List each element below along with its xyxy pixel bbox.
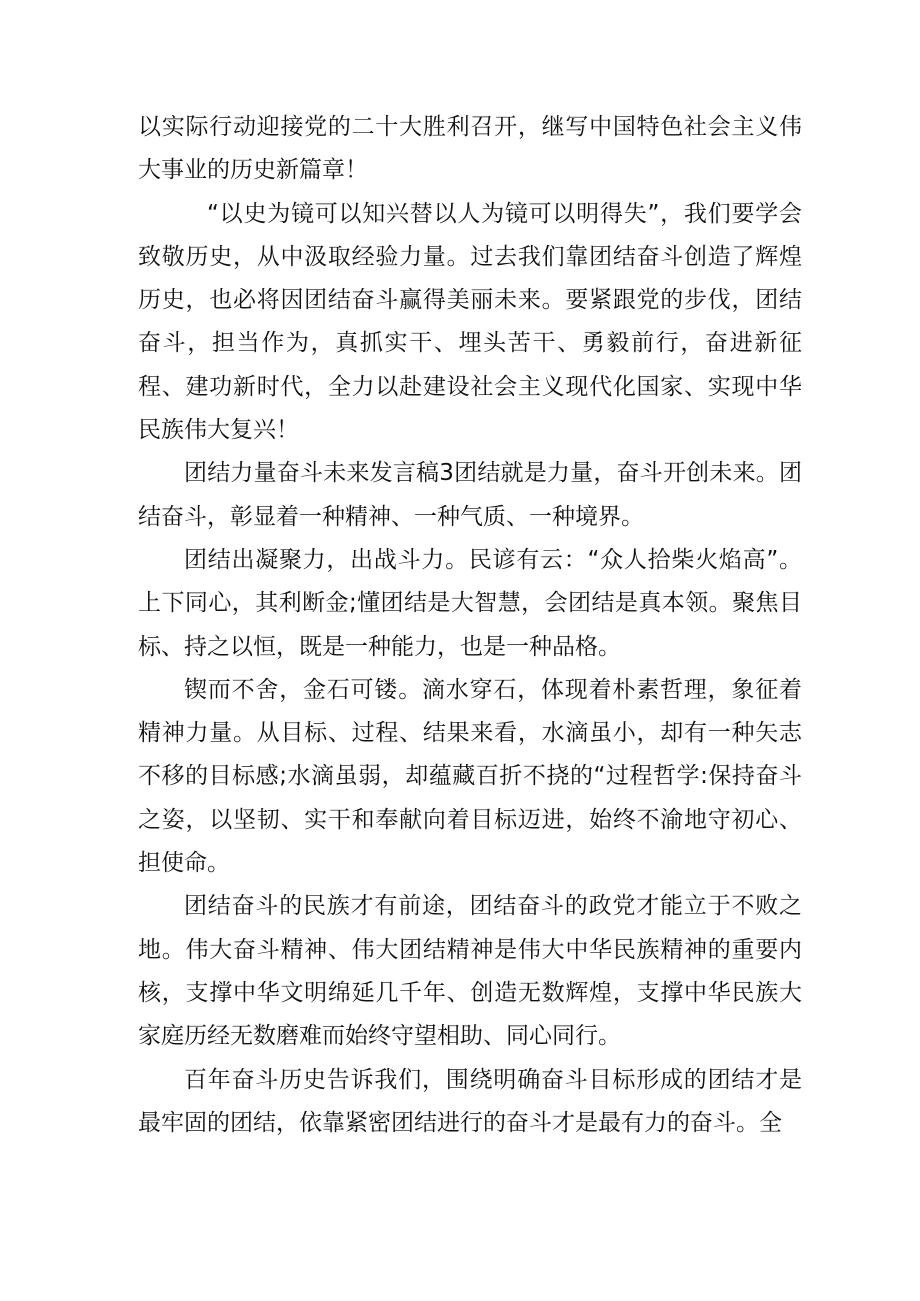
paragraph-history-mirror: “以史为镜可以知兴替以人为镜可以明得失”，我们要学会致敬历史，从中汲取经验力量。过去我们靠团结奋斗创造了辉煌历史，也必将因团结奋斗赢得美丽未来。要紧跟党的步伐，团结奋斗，担当作为，真抓实干、埋头苦干、勇毅前行，奋进新征程、建功新时代，全力以赴建设社会主义现代化国家、实现中华民族伟大复兴！ bbox=[138, 200, 802, 444]
paragraph-century-struggle: 百年奋斗历史告诉我们，围绕明确奋斗目标形成的团结才是最牢固的团结，依靠紧密团结进行的奋斗才是最有力的奋斗。全 bbox=[138, 1066, 802, 1136]
paragraph-unity-cohesion: 团结出凝聚力，出战斗力。民谚有云：“众人拾柴火焰高”。上下同心，其利断金;懂团结是大智慧，会团结是真本领。聚焦目标、持之以恒，既是一种能力，也是一种品格。 bbox=[138, 546, 802, 660]
paragraph-nation-future: 团结奋斗的民族才有前途，团结奋斗的政党才能立于不败之地。伟大奋斗精神、伟大团结精神是伟大中华民族精神的重要内核，支撑中华文明绵延几千年、创造无数辉煌，支撑中华民族大家庭历经无数磨难而始终守望相助、同心同行。 bbox=[138, 893, 802, 1050]
body-text bbox=[138, 106, 802, 1145]
paragraph-speech-3-intro: 团结力量奋斗未来发言稿3团结就是力量，奋斗开创未来。团结奋斗，彰显着一种精神、一种气质、一种境界。 bbox=[138, 460, 802, 530]
paragraph-continuation: 以实际行动迎接党的二十大胜利召开，继写中国特色社会主义伟大事业的历史新篇章！ bbox=[138, 114, 802, 184]
paragraph-perseverance: 锲而不舍，金石可镂。滴水穿石，体现着朴素哲理，象征着精神力量。从目标、过程、结果来看，水滴虽小，却有一种矢志不移的目标感;水滴虽弱，却蕴藏百折不挠的“过程哲学:保持奋斗之姿，以坚韧、实干和奉献向着目标迈进，始终不渝地守初心、担使命。 bbox=[138, 676, 802, 877]
